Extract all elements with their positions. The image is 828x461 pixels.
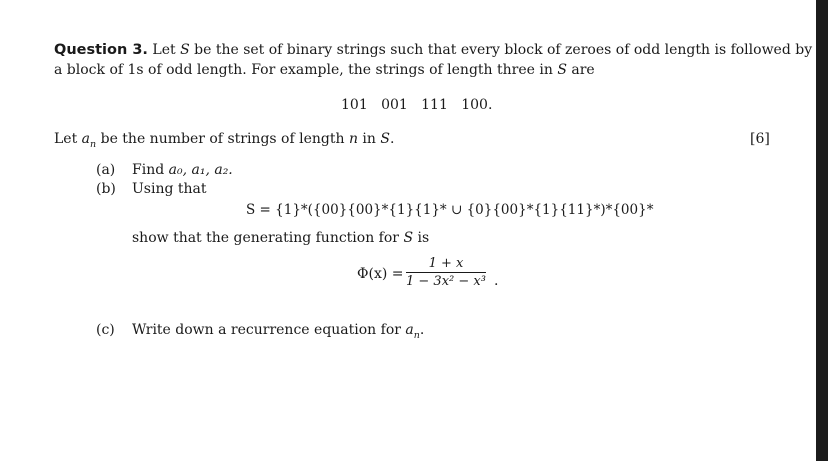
question-line-1: Question 3. Let S be the set of binary strings such that every block of zeroes of odd length is followed by — [54, 42, 813, 58]
question-line-2: a block of 1s of odd length. For example, the strings of length three in S are — [54, 62, 595, 78]
part-c-label: (c) — [96, 322, 115, 338]
part-c-text: Write down a recurrence equation for $a_n$. — [132, 322, 425, 341]
marks-label: [6] — [750, 131, 770, 147]
part-b-text: Using that — [132, 181, 207, 197]
definition-line: Let $a_n$ be the number of strings of length n in S. — [54, 131, 395, 150]
part-b-label: (b) — [96, 181, 116, 197]
regex-equation: S = {1}*({00}{00}*{1}{1}* ∪ {0}{00}*{1}{11}*)*{00}* — [246, 202, 654, 218]
generating-function-lhs: Φ(x) = — [357, 266, 404, 282]
question-heading: Question 3. — [54, 42, 148, 58]
fraction-numerator: 1 + x — [406, 256, 486, 273]
part-a-label: (a) — [96, 162, 116, 178]
part-a-text: Find a₀, a₁, a₂. — [132, 162, 233, 178]
fraction-denominator: 1 − 3x² − x³ — [406, 274, 486, 289]
example-strings: 101 001 111 100. — [341, 97, 493, 113]
generating-function-fraction — [406, 256, 486, 289]
generating-function-period: . — [494, 273, 499, 289]
part-b-show-line: show that the generating function for S is — [132, 230, 430, 246]
